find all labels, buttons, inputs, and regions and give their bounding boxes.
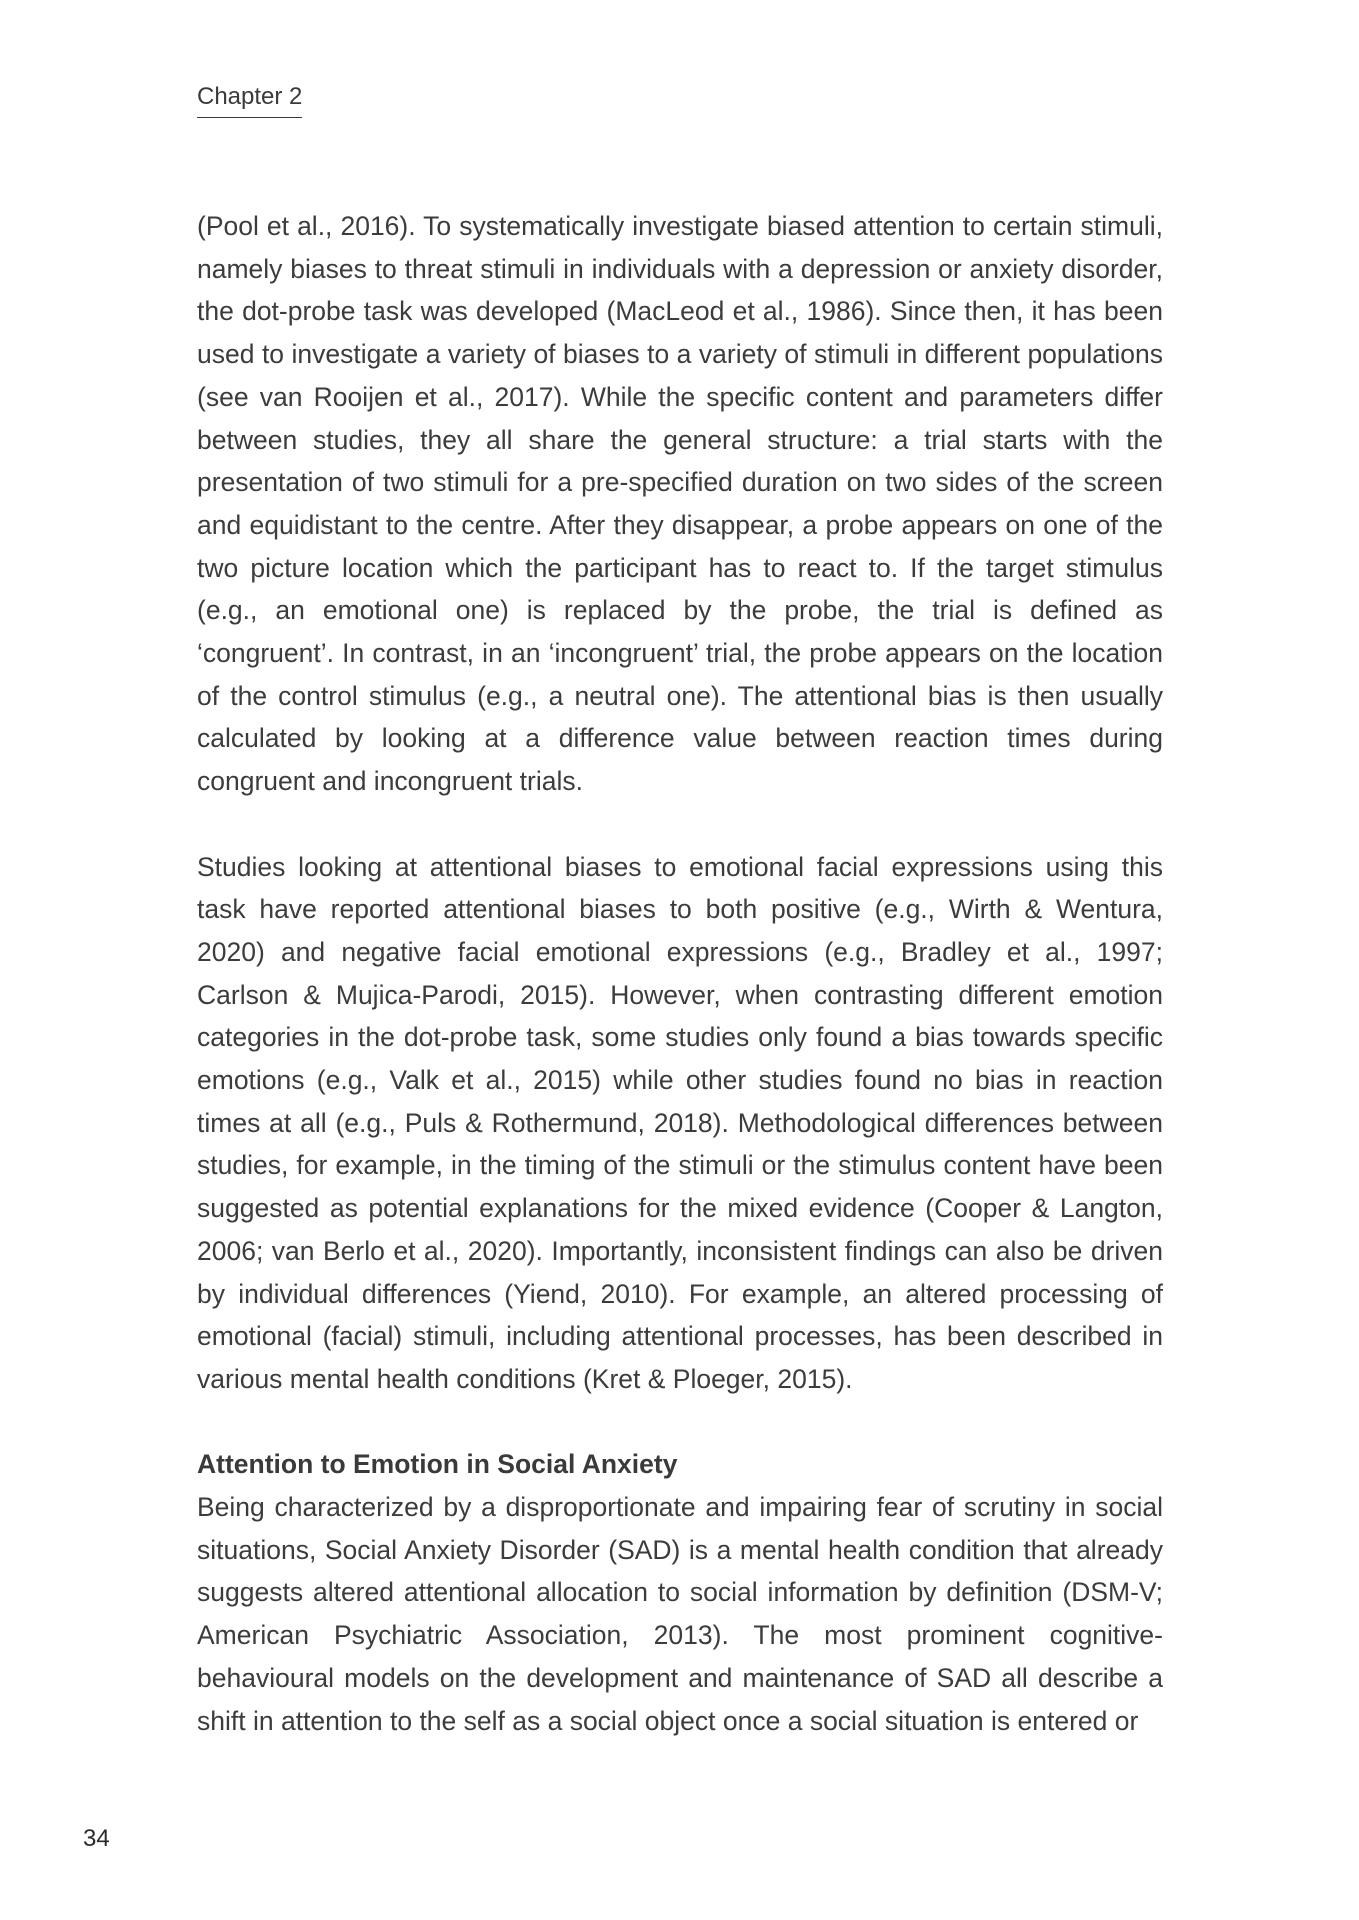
body-text (197, 205, 1163, 1742)
page-number: 34 (83, 1825, 110, 1852)
paragraph-social-anxiety: Being characterized by a disproportionate and impairing fear of scrutiny in social situations, Social Anxiety Disorder (SAD) is a mental health condition that already suggests altered attentional allocation to social information by definition (DSM-V; American Psychiatric Association, 2013). The most prominent cognitive-behavioural models on the development and maintenance of SAD all describe a shift in attention to the self as a social object once a social situation is entered or (197, 1492, 1163, 1736)
paragraph-attentional-biases: Studies looking at attentional biases to emotional facial expressions using this task have reported attentional biases to both positive (e.g., Wirth & Wentura, 2020) and negative facial emotional expressions (e.g., Bradley et al., 1997; Carlson & Mujica-Parodi, 2015). However, when contrasting different emotion categories in the dot-probe task, some studies only found a bias towards specific emotions (e.g., Valk et al., 2015) while other studies found no bias in reaction times at all (e.g., Puls & Rothermund, 2018). Methodological differences between studies, for example, in the timing of the stimuli or the stimulus content have been suggested as potential explanations for the mixed evidence (Cooper & Langton, 2006; van Berlo et al., 2020). Importantly, inconsistent findings can also be driven by individual differences (Yiend, 2010). For example, an altered processing of emotional (facial) stimuli, including attentional processes, has been described in various mental health conditions (Kret & Ploeger, 2015). (197, 851, 1163, 1394)
paragraph-dot-probe-task: (Pool et al., 2016). To systematically investigate biased attention to certain stimuli, namely biases to threat stimuli in individuals with a depression or anxiety disorder, the dot-probe task was developed (MacLeod et al., 1986). Since then, it has been used to investigate a variety of biases to a variety of stimuli in different populations (see van Rooijen et al., 2017). While the specific content and parameters differ between studies, they all share the general structure: a trial starts with the presentation of two stimuli for a pre-specified duration on two sides of the screen and equidistant to the centre. After they disappear, a probe appears on one of the two picture location which the participant has to react to. If the target stimulus (e.g., an emotional one) is replaced by the probe, the trial is defined as ‘congruent’. In contrast, in an ‘incongruent’ trial, the probe appears on the location of the control stimulus (e.g., a neutral one). The attentional bias is then usually calculated by looking at a difference value between reaction times during congruent and incongruent trials. (197, 211, 1163, 797)
running-head: Chapter 2 (197, 83, 302, 118)
section-heading: Attention to Emotion in Social Anxiety (197, 1449, 678, 1480)
